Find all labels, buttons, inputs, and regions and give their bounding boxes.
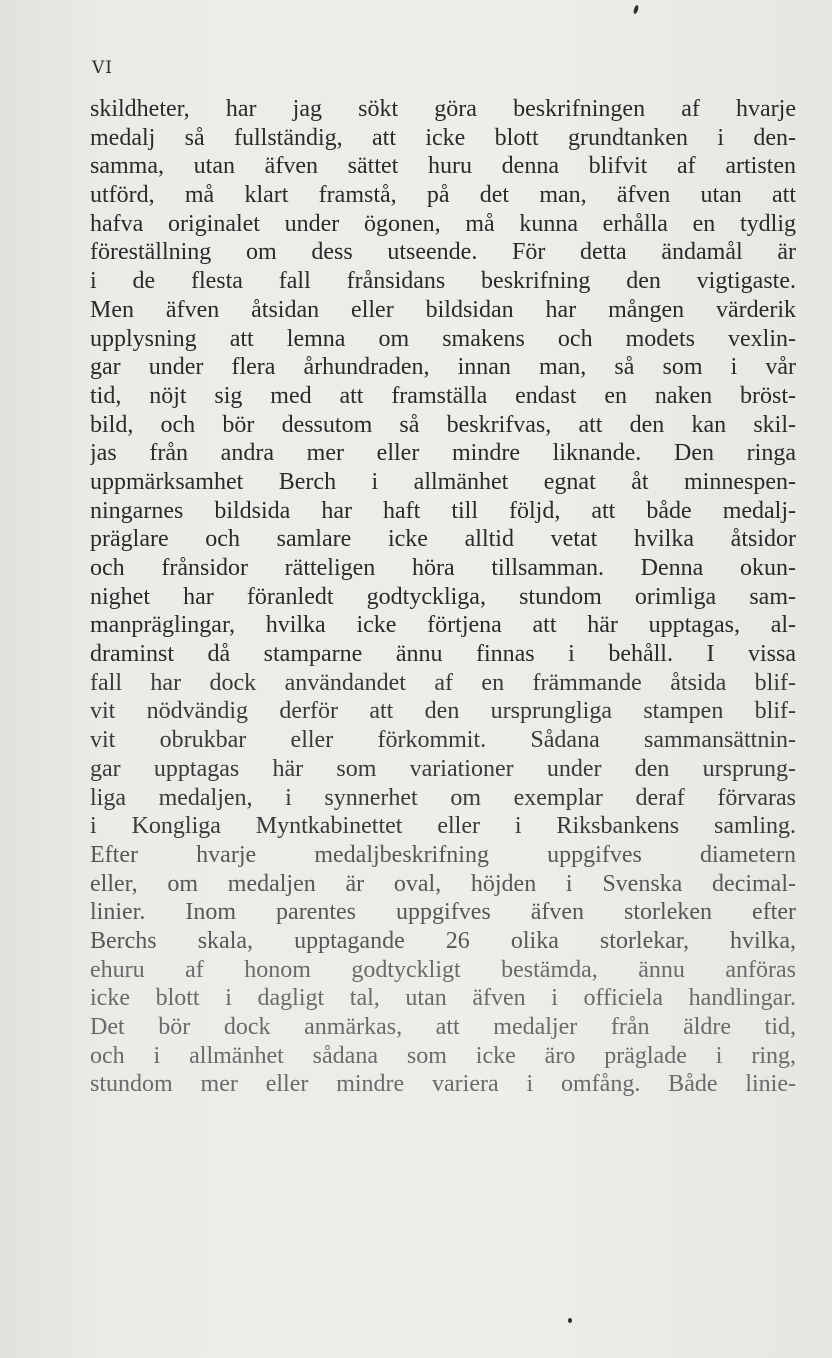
text-line: och frånsidor rätteligen höra tillsamman. Denna okun- — [90, 555, 796, 581]
text-line: gar under flera århundraden, innan man, så som i vår — [90, 354, 796, 381]
text-line: samma, utan äfven sättet huru denna blifvit af artisten — [90, 153, 796, 180]
text-line: föreställning om dess utseende. För detta ändamål är — [90, 239, 796, 266]
text-line: linier. Inom parentes uppgifves äfven storleken efter — [90, 899, 796, 926]
text-line: uppmärksamhet Berch i allmänhet egnat åt minnespen- — [90, 468, 796, 495]
text-line: bild, och bör dessutom så beskrifvas, att den kan skil- — [90, 411, 796, 438]
text-line: vit nödvändig derför att den ursprungliga stampen blif- — [90, 698, 796, 725]
text-line: skildheter, har jag sökt göra beskrifningen af hvarje — [90, 96, 796, 122]
text-line: vit obrukbar eller förkommit. Sådana sammansättnin- — [90, 727, 796, 754]
text-line: medalj så fullständig, att icke blott grundtanken i den- — [90, 124, 796, 151]
text-line: Det bör dock anmärkas, att medaljer från äldre tid, — [90, 1014, 796, 1040]
text-line: draminst då stamparne ännu finnas i behåll. I vissa — [90, 641, 796, 668]
text-line: Efter hvarje medaljbeskrifning uppgifves diametern — [90, 841, 796, 868]
text-line: utförd, må klart framstå, på det man, äfven utan att — [90, 182, 796, 209]
text-line: stundom mer eller mindre variera i omfång. Både linie- — [90, 1071, 796, 1098]
text-line: liga medaljen, i synnerhet om exemplar deraf förvaras — [90, 784, 796, 811]
text-line: Berchs skala, upptagande 26 olika storlekar, hvilka, — [90, 927, 796, 954]
ink-speck — [633, 5, 640, 15]
text-line: eller, om medaljen är oval, höjden i Svenska decimal- — [90, 870, 796, 897]
text-line: präglare och samlare icke alltid vetat hvilka åtsidor — [90, 526, 796, 553]
text-line: gar upptagas här som variationer under den ursprung- — [90, 755, 796, 782]
text-line: upplysning att lemna om smakens och modets vexlin- — [90, 325, 796, 352]
text-line: icke blott i dagligt tal, utan äfven i officiela handlingar. — [90, 985, 796, 1012]
page-number: VI — [92, 58, 113, 78]
text-line: ehuru af honom godtyckligt bestämda, ännu anföras — [90, 956, 796, 983]
text-line: manpräglingar, hvilka icke förtjena att här upptagas, al- — [90, 612, 796, 639]
text-line: ningarnes bildsida har haft till följd, att både medalj- — [90, 497, 796, 524]
text-line: tid, nöjt sig med att framställa endast en naken bröst- — [90, 382, 796, 409]
text-line: i de flesta fall frånsidans beskrifning den vigtigaste. — [90, 268, 796, 295]
text-line: och i allmänhet sådana som icke äro präglade i ring, — [90, 1042, 796, 1069]
text-line: Men äfven åtsidan eller bildsidan har mången värderik — [90, 296, 796, 323]
text-line: hafva originalet under ögonen, må kunna erhålla en tydlig — [90, 210, 796, 237]
text-line: nighet har föranledt godtyckliga, stundom orimliga sam- — [90, 583, 796, 610]
text-line: jas från andra mer eller mindre liknande. Den ringa — [90, 440, 796, 467]
text-line: i Kongliga Myntkabinettet eller i Riksbankens samling. — [90, 813, 796, 840]
body-text — [90, 95, 796, 1099]
text-line: fall har dock användandet af en främmande åtsida blif- — [90, 669, 796, 696]
ink-speck — [568, 1318, 572, 1323]
